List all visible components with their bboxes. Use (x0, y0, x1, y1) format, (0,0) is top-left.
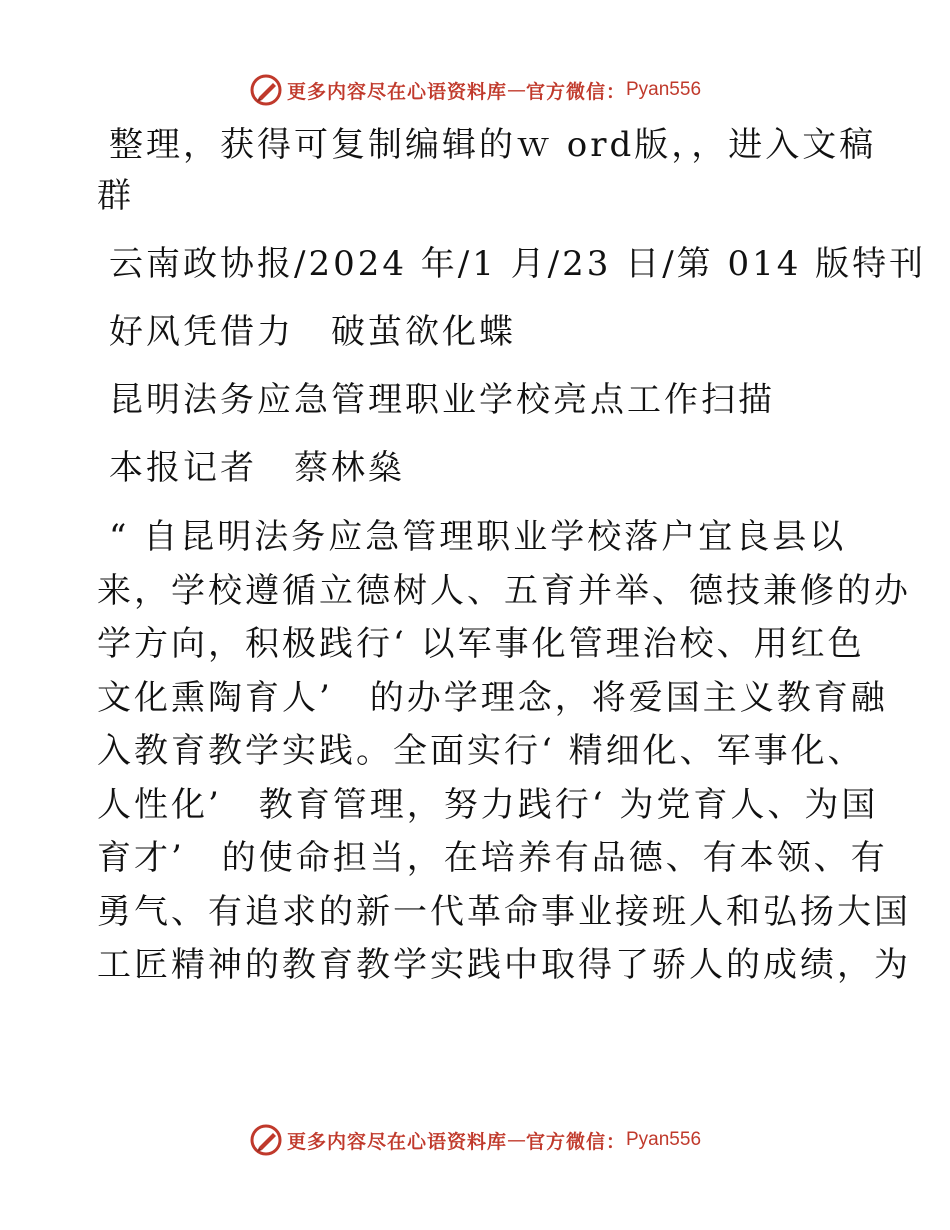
header-note-line-1: 整理，获得可复制编辑的ｗ ord版，，进入文稿 (109, 125, 877, 165)
header-banner (0, 70, 950, 110)
banner-wechat-label: 官方微信： (525, 1130, 626, 1153)
byline: 本报记者 蔡林燊 (109, 448, 405, 488)
banner-main-text: 更多内容尽在心语资料库 (286, 80, 507, 103)
banner-wechat-id: Pyan556 (626, 79, 702, 100)
article-subtitle: 昆明法务应急管理职业学校亮点工作扫描 (109, 380, 775, 420)
body-paragraph (97, 511, 911, 993)
footer-banner (0, 1120, 950, 1160)
article-title: 好风凭借力 破茧欲化蝶 (109, 312, 516, 352)
body-line: 工匠精神的教育教学实践中取得了骄人的成绩，为 (97, 945, 911, 985)
pen-logo-icon (249, 1123, 283, 1157)
body-line: 文化熏陶育人’ 的办学理念，将爱国主义教育融 (97, 677, 888, 718)
pen-logo-icon (249, 73, 283, 107)
body-line: 人性化’ 教育管理，努力践行‘ 为党育人、为国 (97, 784, 879, 825)
banner-separator: — (506, 1129, 526, 1151)
body-line: 入教育教学实践。全面实行‘ 精细化、军事化、 (97, 731, 865, 771)
document-body (97, 120, 927, 993)
source-line: 云南政协报/2024 年/1 月/23 日/第 014 版特刊 (109, 244, 927, 284)
body-line: 育才’ 的使命担当，在培养有品德、有本领、有 (97, 838, 888, 878)
banner-wechat-id: Pyan556 (626, 1129, 702, 1150)
banner-main-text: 更多内容尽在心语资料库 (286, 1130, 507, 1153)
banner-separator: — (506, 79, 526, 101)
body-line: 来，学校遵循立德树人、五育并举、德技兼修的办 (97, 570, 911, 611)
body-line: 学方向，积极践行‘ 以军事化管理治校、用红色 (97, 624, 865, 664)
header-note-line-2: 群 (97, 176, 134, 216)
banner-wechat-label: 官方微信： (525, 80, 626, 103)
body-line: “ 自昆明法务应急管理职业学校落户宜良县以 (109, 517, 847, 557)
body-line: 勇气、有追求的新一代革命事业接班人和弘扬大国 (97, 891, 911, 932)
